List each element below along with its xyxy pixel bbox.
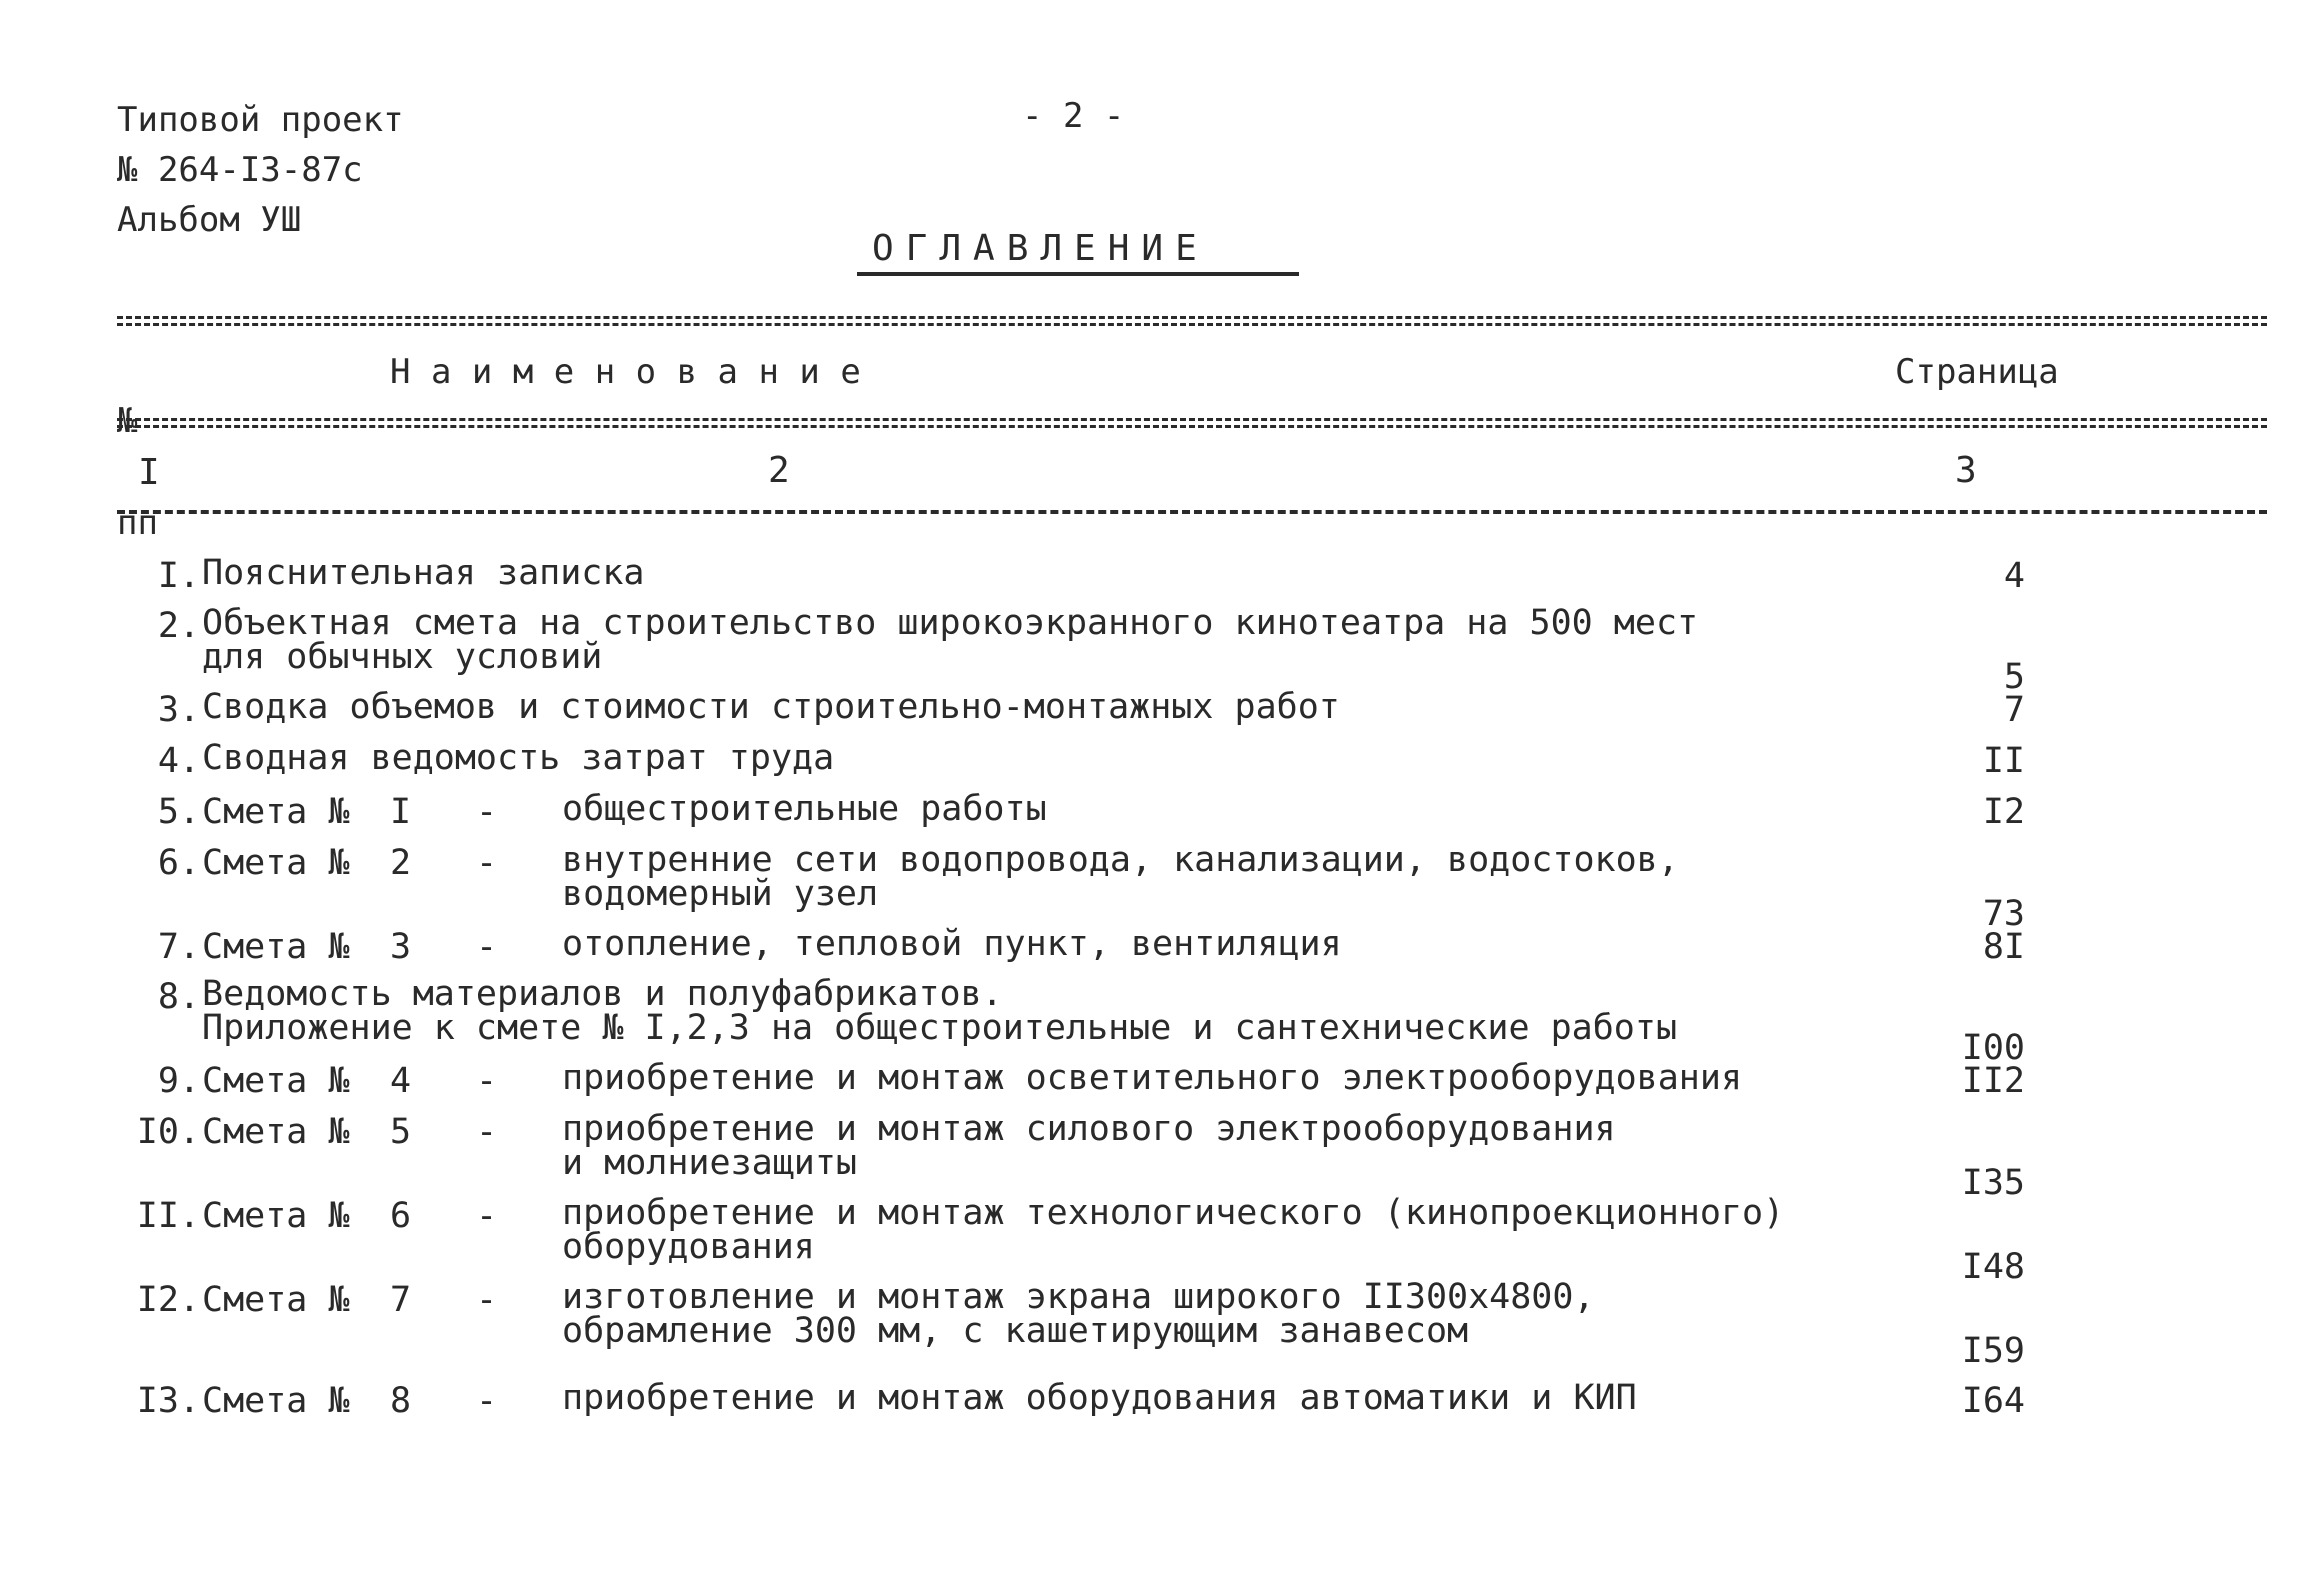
estimate-number: 2 (390, 843, 412, 883)
estimate-number: 5 (390, 1112, 412, 1152)
row-number: 2. (157, 606, 200, 646)
header-dash-rule (117, 510, 2267, 514)
row-page-number: II (1982, 741, 2025, 781)
row-title-line: и молниезащиты (562, 1143, 858, 1183)
project-type-label: Типовой проект (117, 100, 404, 140)
row-number: 4. (157, 741, 200, 781)
estimate-number: 6 (390, 1196, 412, 1236)
row-title-line: Сводная ведомость затрат труда (202, 738, 835, 778)
estimate-label: Смета № (202, 1061, 350, 1101)
estimate-label: Смета № (202, 843, 350, 883)
estimate-number: 8 (390, 1381, 412, 1421)
estimate-number: I (390, 792, 412, 832)
row-title-line: водомерный узел (562, 874, 879, 914)
title-underline (857, 272, 1299, 276)
col-number-header-line1: № (117, 401, 138, 441)
page-title: ОГЛАВЛЕНИЕ (872, 228, 1209, 269)
row-number: I. (157, 556, 200, 596)
estimate-label: Смета № (202, 1196, 350, 1236)
col-page-header: Страница (1895, 352, 2059, 392)
row-title-line: Приложение к смете № I,2,3 на общестроительные и сантехнические работы (202, 1008, 1678, 1048)
row-page-number: I48 (1961, 1247, 2025, 1287)
estimate-label: Смета № (202, 792, 350, 832)
row-number: 3. (157, 690, 200, 730)
row-number: 8. (157, 977, 200, 1017)
estimate-dash: - (476, 843, 498, 883)
row-title-line: отопление, тепловой пункт, вентиляция (562, 924, 1342, 964)
row-page-number: 7 (2003, 690, 2025, 730)
row-page-number: I2 (1982, 792, 2025, 832)
col-index-3: 3 (1955, 450, 1977, 491)
estimate-dash: - (476, 1280, 498, 1320)
middle-double-rule (117, 418, 2267, 428)
col-index-1: I (138, 452, 160, 493)
row-title-line: приобретение и монтаж технологического (кинопроекционного) (562, 1193, 1785, 1233)
row-page-number: I00 (1961, 1028, 2025, 1068)
estimate-dash: - (476, 792, 498, 832)
page-number: - 2 - (1022, 96, 1125, 136)
row-title-line: Пояснительная записка (202, 553, 645, 593)
row-title-line: Сводка объемов и стоимости строительно-монтажных работ (202, 687, 1340, 727)
row-title-line: оборудования (562, 1227, 815, 1267)
row-title-line: приобретение и монтаж силового электрооборудования (562, 1109, 1616, 1149)
row-title-line: приобретение и монтаж осветительного электрооборудования (562, 1058, 1743, 1098)
row-title-line: общестроительные работы (562, 789, 1047, 829)
row-number: 6. (157, 843, 200, 883)
row-title-line: для обычных условий (202, 637, 603, 677)
row-number: 9. (157, 1061, 200, 1101)
estimate-dash: - (476, 1112, 498, 1152)
row-page-number: 4 (2003, 556, 2025, 596)
row-number: 5. (157, 792, 200, 832)
estimate-number: 3 (390, 927, 412, 967)
project-number: № 264-I3-87с (117, 150, 363, 190)
row-title-line: приобретение и монтаж оборудования автоматики и КИП (562, 1378, 1637, 1418)
row-page-number: II2 (1961, 1061, 2025, 1101)
estimate-label: Смета № (202, 927, 350, 967)
row-page-number: 8I (1982, 927, 2025, 967)
row-page-number: 5 (2003, 657, 2025, 697)
row-number: I2. (136, 1280, 200, 1320)
row-title-line: внутренние сети водопровода, канализации, водостоков, (562, 840, 1679, 880)
row-number: 7. (157, 927, 200, 967)
estimate-dash: - (476, 1381, 498, 1421)
estimate-number: 4 (390, 1061, 412, 1101)
album-label: Альбом УШ (117, 200, 302, 240)
col-index-2: 2 (768, 450, 790, 491)
row-title-line: изготовление и монтаж экрана широкого II300х4800, (562, 1277, 1595, 1317)
estimate-dash: - (476, 1196, 498, 1236)
row-page-number: I64 (1961, 1381, 2025, 1421)
row-title-line: Объектная смета на строительство широкоэкранного кинотеатра на 500 мест (202, 603, 1699, 643)
estimate-label: Смета № (202, 1381, 350, 1421)
row-page-number: I59 (1961, 1331, 2025, 1371)
estimate-dash: - (476, 927, 498, 967)
row-title-line: Ведомость материалов и полуфабрикатов. (202, 974, 1003, 1014)
row-number: I0. (136, 1112, 200, 1152)
estimate-dash: - (476, 1061, 498, 1101)
row-number: II. (136, 1196, 200, 1236)
row-title-line: обрамление 300 мм, с кашетирующим занавесом (562, 1311, 1469, 1351)
col-name-header: Н а и м е н о в а н и е (390, 352, 861, 392)
estimate-label: Смета № (202, 1112, 350, 1152)
row-number: I3. (136, 1381, 200, 1421)
col-number-header-line2: пп (117, 503, 158, 543)
row-page-number: I35 (1961, 1163, 2025, 1203)
estimate-label: Смета № (202, 1280, 350, 1320)
top-double-rule (117, 316, 2267, 326)
estimate-number: 7 (390, 1280, 412, 1320)
row-page-number: 73 (1982, 894, 2025, 934)
